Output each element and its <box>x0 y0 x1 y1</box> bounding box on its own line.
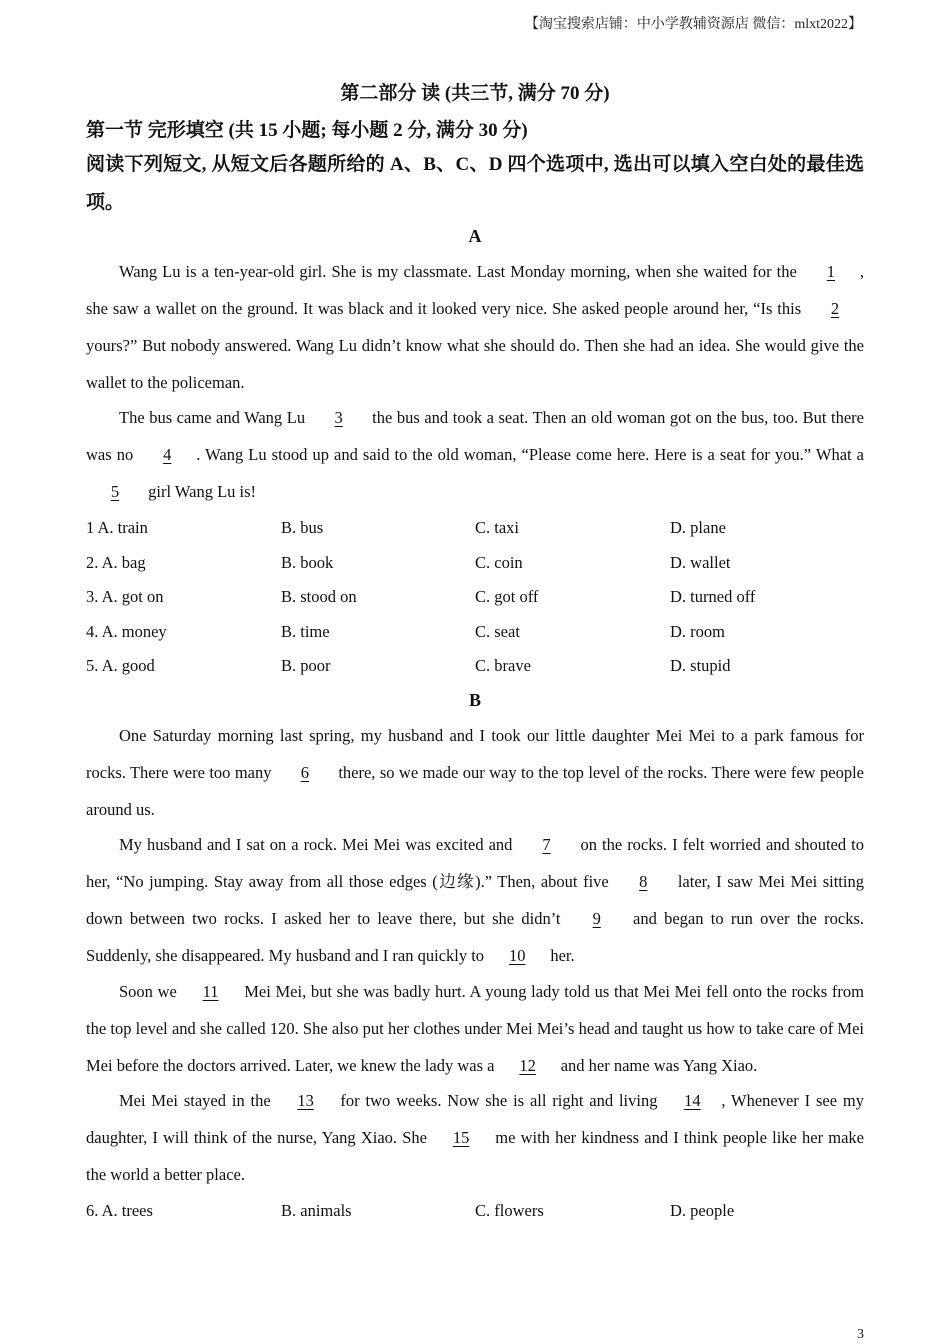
passage-a-paragraph-2 <box>86 399 864 510</box>
text: her. <box>546 946 575 965</box>
blank-12: 12 <box>519 1056 536 1075</box>
option-5b: B. poor <box>281 656 331 675</box>
page-number: 3 <box>857 1327 864 1342</box>
option-3c: C. got off <box>475 587 539 606</box>
option-5a: 5. A. good <box>86 656 155 675</box>
passage-b-paragraph-4 <box>86 1082 864 1193</box>
option-3d: D. turned off <box>670 587 756 606</box>
text: there, so we made our way to the top level of the rocks. There were few people around us. <box>86 763 864 819</box>
option-2d: D. wallet <box>670 553 731 572</box>
blank-14: 14 <box>684 1091 701 1110</box>
option-2b: B. book <box>281 553 334 572</box>
option-4c: C. seat <box>475 622 520 641</box>
text: and began to run over the rocks. Suddenly, she disappeared. My husband and I ran quickly to <box>86 909 864 965</box>
options-row-3 <box>86 587 864 611</box>
text: One Saturday morning last spring, my husband and I took our little daughter Mei Mei to a park famous for rocks. There were too many <box>86 726 864 782</box>
option-1b: B. bus <box>281 518 324 537</box>
blank-5: 5 <box>110 482 120 501</box>
text: girl Wang Lu is! <box>144 482 257 501</box>
blank-8: 8 <box>639 872 648 891</box>
option-5c: C. brave <box>475 656 531 675</box>
text: and her name was Yang Xiao. <box>556 1056 758 1075</box>
blank-10: 10 <box>508 946 526 965</box>
text: yours?” But nobody answered. Wang Lu didn’t know what she should do. Then she had an idea. She would give the wallet to the policeman. <box>86 336 864 392</box>
text: Mei Mei, but she was badly hurt. A young lady told us that Mei Mei fell onto the rocks from the top level and she called 120. She also put her clothes under Mei Mei’s head and taught us how to take care of Mei Mei before the doctors arrived. Later, we knew the lady was a <box>86 982 864 1075</box>
blank-11: 11 <box>202 982 219 1001</box>
option-4b: B. time <box>281 622 330 641</box>
text: later, I saw Mei Mei sitting down between two rocks. I asked her to leave there, but she didn’t <box>86 872 864 928</box>
option-3b: B. stood on <box>281 587 357 606</box>
text: for two weeks. Now she is all right and living <box>334 1091 664 1110</box>
passage-b-label: B <box>468 690 481 710</box>
passage-b-paragraph-3 <box>86 973 864 1084</box>
passage-a-paragraph-1 <box>86 253 864 401</box>
text: The bus came and Wang Lu <box>119 408 310 427</box>
text: on the rocks. I felt worried and shouted to her, “No jumping. Stay away from all those edges (边缘).” Then, about five <box>86 835 864 891</box>
text: Soon we <box>119 982 182 1001</box>
blank-15: 15 <box>452 1128 470 1147</box>
option-6a: 6. A. trees <box>86 1201 153 1220</box>
option-5d: D. stupid <box>670 656 731 675</box>
option-6b: B. animals <box>281 1201 352 1220</box>
instruction: 阅读下列短文, 从短文后各题所给的 A、B、C、D 四个选项中, 选出可以填入空白处的最佳选项。 <box>86 154 864 213</box>
text: the bus and took a seat. Then an old woman got on the bus, too. But there was no <box>86 408 864 464</box>
text: , she saw a wallet on the ground. It was black and it looked very nice. She asked people around her, “Is this <box>86 262 864 318</box>
passage-a-label: A <box>468 226 482 246</box>
text: Wang Lu is a ten-year-old girl. She is my classmate. Last Monday morning, when she waited for the <box>119 262 802 281</box>
section-title: 第一节 完形填空 (共 15 小题; 每小题 2 分, 满分 30 分) <box>86 120 528 141</box>
option-2a: 2. A. bag <box>86 553 146 572</box>
option-1d: D. plane <box>670 518 726 537</box>
option-1a: 1 A. train <box>86 518 148 537</box>
option-1c: C. taxi <box>475 518 519 537</box>
blank-4: 4 <box>163 445 172 464</box>
header-note: 【淘宝搜索店铺：中小学教辅资源店 微信：mlxt2022】 <box>524 17 862 32</box>
blank-9: 9 <box>592 909 601 928</box>
blank-1: 1 <box>826 262 835 281</box>
blank-6: 6 <box>300 763 310 782</box>
blank-13: 13 <box>297 1091 314 1110</box>
part-title: 第二部分 读 (共三节, 满分 70 分) <box>340 83 610 104</box>
option-2c: C. coin <box>475 553 523 572</box>
options-row-4 <box>86 622 864 646</box>
option-6c: C. flowers <box>475 1201 544 1220</box>
option-3a: 3. A. got on <box>86 587 164 606</box>
blank-2: 2 <box>830 299 840 318</box>
text: . Wang Lu stood up and said to the old woman, “Please come here. Here is a seat for you.” What a <box>196 445 864 464</box>
passage-b-paragraph-1 <box>86 717 864 828</box>
text: Mei Mei stayed in the <box>119 1091 277 1110</box>
blank-3: 3 <box>334 408 343 427</box>
options-row-5 <box>86 656 864 680</box>
options-row-1 <box>86 518 864 542</box>
options-row-6 <box>86 1201 864 1225</box>
passage-b-paragraph-2 <box>86 826 864 974</box>
option-6d: D. people <box>670 1201 735 1220</box>
text: , Whenever I see my daughter, I will think of the nurse, Yang Xiao. She <box>86 1091 864 1147</box>
text: me with her kindness and I think people like her make the world a better place. <box>86 1128 864 1184</box>
options-row-2 <box>86 553 864 577</box>
option-4d: D. room <box>670 622 725 641</box>
blank-7: 7 <box>542 835 551 854</box>
option-4a: 4. A. money <box>86 622 167 641</box>
text: My husband and I sat on a rock. Mei Mei was excited and <box>119 835 518 854</box>
